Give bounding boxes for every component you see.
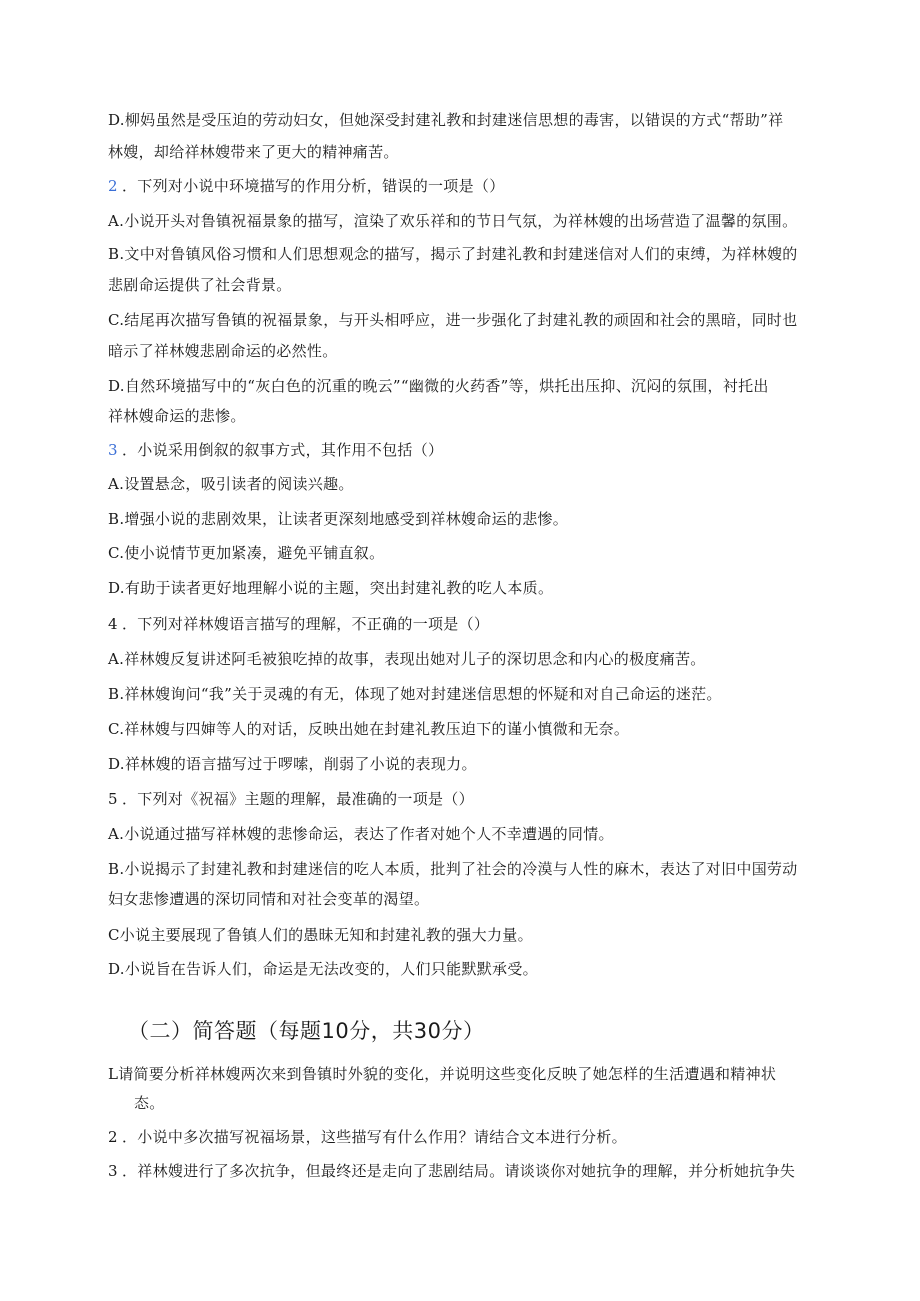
q4-option-d: D.祥林嫂的语言描写过于啰嗦，削弱了小说的表现力。 — [108, 755, 477, 773]
question-4-text: ．下列对祥林嫂语言描写的理解，不正确的一项是（） — [122, 615, 490, 633]
question-5-text: ．下列对《祝福》主题的理解，最准确的一项是（） — [122, 790, 474, 808]
short-answer-3-number: 3 — [108, 1162, 118, 1180]
question-3-text: ．小说采用倒叙的叙事方式，其作用不包括（） — [122, 441, 444, 459]
question-4-number: 4 — [108, 615, 118, 633]
q4-option-c: C.祥林嫂与四婶等人的对话，反映出她在封建礼教压迫下的谨小慎微和无奈。 — [108, 720, 630, 738]
short-answer-1-line2: 态。 — [134, 1094, 165, 1112]
question-2-number: 2 — [108, 177, 118, 195]
short-answer-2 — [108, 1126, 808, 1148]
q2-option-d-line1: D.自然环境描写中的“灰白色的沉重的晚云”“幽微的火药香”等，烘托出压抑、沉闷的氛围，衬托出 — [108, 377, 769, 395]
q3-option-a: A.设置悬念，吸引读者的阅读兴趣。 — [108, 475, 354, 493]
q1-option-d-line1: D.柳妈虽然是受压迫的劳动妇女，但她深受封建礼教和封建迷信思想的毒害，以错误的方式“帮助”祥 — [108, 111, 784, 129]
q4-option-b: B.祥林嫂询问“我”关于灵魂的有无，体现了她对封建迷信思想的怀疑和对自己命运的迷茫。 — [108, 685, 722, 703]
short-answer-3-text: ．祥林嫂进行了多次抗争，但最终还是走向了悲剧结局。请谈谈你对她抗争的理解，并分析她抗争失 — [122, 1162, 796, 1180]
short-answer-2-number: 2 — [108, 1128, 118, 1146]
question-2-text: ．下列对小说中环境描写的作用分析，错误的一项是（） — [122, 177, 505, 195]
q2-option-a: A.小说开头对鲁镇祝福景象的描写，渲染了欢乐祥和的节日气氛，为祥林嫂的出场营造了温馨的氛围。 — [108, 212, 798, 230]
question-4-stem — [108, 613, 808, 635]
q2-option-c-line2: 暗示了祥林嫂悲剧命运的必然性。 — [108, 342, 338, 360]
q1-option-d-line2: 林嫂，却给祥林嫂带来了更大的精神痛苦。 — [108, 143, 399, 161]
q3-option-d: D.有助于读者更好地理解小说的主题，突出封建礼教的吃人本质。 — [108, 579, 554, 597]
q2-option-b-line1: B.文中对鲁镇风俗习惯和人们思想观念的描写，揭示了封建礼教和封建迷信对人们的束缚，为祥林嫂的 — [108, 245, 798, 263]
q5-option-a: A.小说通过描写祥林嫂的悲惨命运，表达了作者对她个人不幸遭遇的同情。 — [108, 825, 614, 843]
q5-option-c: C小说主要展现了鲁镇人们的愚昧无知和封建礼教的强大力量。 — [108, 926, 533, 944]
question-3-stem — [108, 439, 808, 461]
q5-option-d: D.小说旨在告诉人们，命运是无法改变的，人们只能默默承受。 — [108, 960, 538, 978]
question-5-number: 5 — [108, 790, 118, 808]
q3-option-c: C.使小说情节更加紧凑，避免平铺直叙。 — [108, 544, 385, 562]
q2-option-d-line2: 祥林嫂命运的悲惨。 — [108, 407, 246, 425]
q5-option-b-line2: 妇女悲惨遭遇的深切同情和对社会变革的渴望。 — [108, 890, 430, 908]
section-2-heading: （二）简答题（每题10分，共30分） — [128, 1019, 485, 1043]
question-2-stem — [108, 175, 808, 197]
q2-option-c-line1: C.结尾再次描写鲁镇的祝福景象，与开头相呼应，进一步强化了封建礼教的顽固和社会的黑暗，同时也 — [108, 311, 798, 329]
q2-option-b-line2: 悲剧命运提供了社会背景。 — [108, 276, 292, 294]
q3-option-b: B.增强小说的悲剧效果，让读者更深刻地感受到祥林嫂命运的悲惨。 — [108, 510, 569, 528]
short-answer-2-text: ．小说中多次描写祝福场景，这些描写有什么作用？请结合文本进行分析。 — [122, 1128, 627, 1146]
short-answer-1-line1: L请简要分析祥林嫂两次来到鲁镇时外貌的变化，并说明这些变化反映了她怎样的生活遭遇和精神状 — [108, 1065, 777, 1083]
q4-option-a: A.祥林嫂反复讲述阿毛被狼吃掉的故事，表现出她对儿子的深切思念和内心的极度痛苦。 — [108, 650, 706, 668]
short-answer-3 — [108, 1160, 808, 1182]
q5-option-b-line1: B.小说揭示了封建礼教和封建迷信的吃人本质，批判了社会的冷漠与人性的麻木，表达了对旧中国劳动 — [108, 860, 798, 878]
question-3-number: 3 — [108, 441, 118, 459]
question-5-stem — [108, 788, 808, 810]
